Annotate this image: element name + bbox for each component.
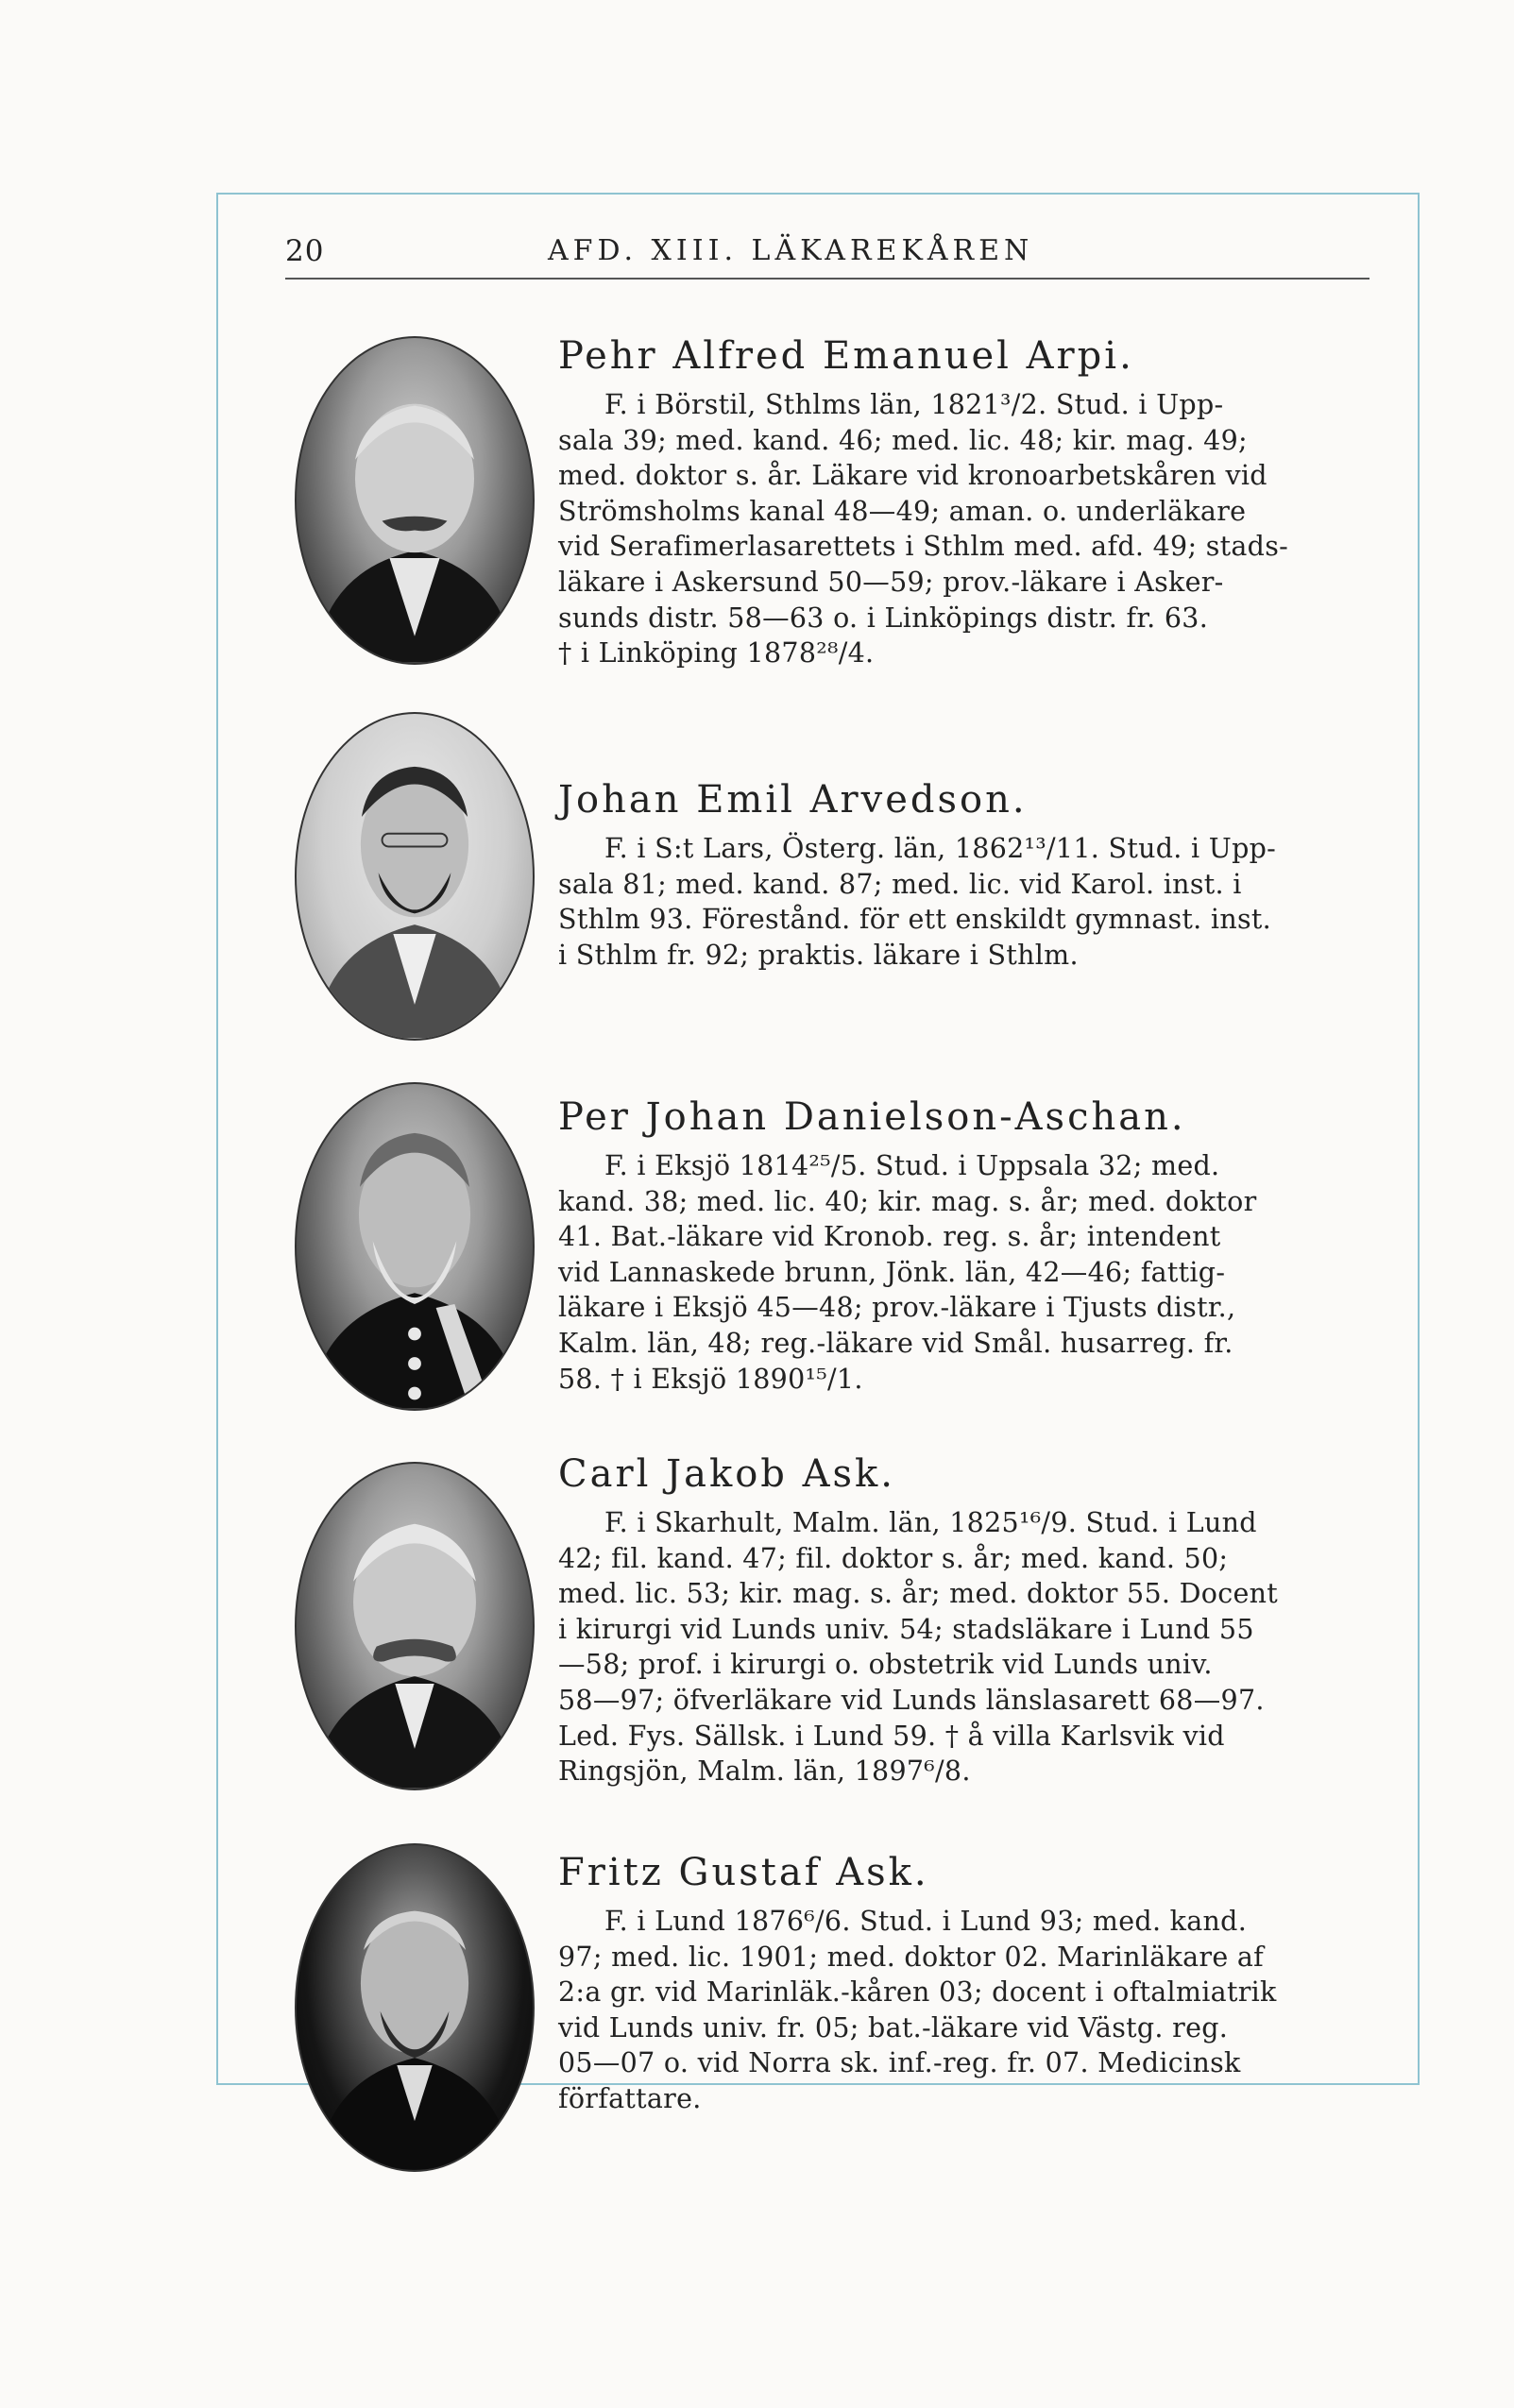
bio-line: sala 81; med. kand. 87; med. lic. vid Karol. inst. i: [558, 868, 1242, 900]
person-name: Fritz Gustaf Ask.: [558, 1851, 929, 1894]
bio-line: 41. Bat.-läkare vid Kronob. reg. s. år; intendent: [558, 1221, 1221, 1253]
page-number: 20: [285, 234, 325, 268]
bio-line: F. i Eksjö 1814²⁵/5. Stud. i Uppsala 32; med.: [604, 1150, 1220, 1181]
portrait-photo: [295, 712, 535, 1041]
bio-line: kand. 38; med. lic. 40; kir. mag. s. år; med. doktor: [558, 1185, 1257, 1217]
bio-line: F. i S:t Lars, Österg. län, 1862¹³/11. Stud. i Upp-: [604, 833, 1277, 864]
portrait-figure: [297, 714, 533, 1039]
bio-line: —58; prof. i kirurgi o. obstetrik vid Lunds univ.: [558, 1649, 1213, 1681]
bio-line: läkare i Askersund 50—59; prov.-läkare i Asker-: [558, 566, 1224, 598]
portrait-figure: [297, 1464, 533, 1789]
bio-line: Sthlm 93. Förestånd. för ett enskildt gymnast. inst.: [558, 904, 1272, 936]
bio-line: Ringsjön, Malm. län, 1897⁶/8.: [558, 1755, 971, 1788]
bio-line: sunds distr. 58—63 o. i Linköpings distr. fr. 63.: [558, 602, 1209, 634]
person-name: Carl Jakob Ask.: [558, 1452, 895, 1496]
bio-line: läkare i Eksjö 45—48; prov.-läkare i Tjusts distr.,: [558, 1292, 1236, 1324]
entry-text: [558, 1095, 1375, 1397]
bio-line: Kalm. län, 48; reg.-läkare vid Smål. husarreg. fr.: [558, 1327, 1233, 1359]
portrait-figure: [297, 1084, 533, 1409]
portrait-figure: [297, 338, 533, 663]
bio-line: i Sthlm fr. 92; praktis. läkare i Sthlm.: [558, 939, 1079, 971]
entry-text: [558, 1851, 1375, 2117]
bio-line: 2:a gr. vid Marinläk.-kåren 03; docent i oftalmiatrik: [558, 1976, 1277, 2009]
person-name: Johan Emil Arvedson.: [558, 778, 1028, 822]
bio-line: 42; fil. kand. 47; fil. doktor s. år; med. kand. 50;: [558, 1542, 1229, 1574]
portrait-figure: [297, 1845, 533, 2170]
running-head: AFD. XIII. LÄKAREKÅREN: [548, 234, 1034, 267]
bio-line: 58. † i Eksjö 1890¹⁵/1.: [558, 1363, 863, 1395]
bio-line: 58—97; öfverläkare vid Lunds länslasarett 68—97.: [558, 1684, 1265, 1716]
person-name: Per Johan Danielson-Aschan.: [558, 1095, 1186, 1139]
bio-line: F. i Börstil, Sthlms län, 1821³/2. Stud. i Upp-: [604, 389, 1224, 420]
bio-line: † i Linköping 1878²⁸/4.: [558, 637, 875, 670]
bio-line: 05—07 o. vid Norra sk. inf.-reg. fr. 07. Medicinsk: [558, 2047, 1241, 2079]
page-header: [285, 234, 1369, 280]
bio-line: sala 39; med. kand. 46; med. lic. 48; kir. mag. 49;: [558, 424, 1248, 456]
portrait-photo: [295, 1462, 535, 1790]
bio-line: F. i Lund 1876⁶/6. Stud. i Lund 93; med. kand.: [604, 1906, 1248, 1937]
bio-line: med. doktor s. år. Läkare vid kronoarbetskåren vid: [558, 460, 1267, 492]
entry-text: [558, 778, 1375, 973]
bio-line: vid Serafimerlasarettets i Sthlm med. afd. 49; stads-: [558, 531, 1289, 563]
portrait-photo: [295, 1843, 535, 2172]
bio-line: vid Lannaskede brunn, Jönk. län, 42—46; fattig-: [558, 1256, 1226, 1288]
bio-line: i kirurgi vid Lunds univ. 54; stadsläkare i Lund 55: [558, 1613, 1254, 1645]
portrait-photo: [295, 336, 535, 665]
entry-text: [558, 334, 1375, 671]
portrait-photo: [295, 1082, 535, 1411]
bio-line: med. lic. 53; kir. mag. s. år; med. doktor 55. Docent: [558, 1578, 1279, 1610]
bio-line: vid Lunds univ. fr. 05; bat.-läkare vid Västg. reg.: [558, 2011, 1229, 2043]
bio-line: Led. Fys. Sällsk. i Lund 59. † å villa Karlsvik vid: [558, 1720, 1225, 1752]
bio-line: författare.: [558, 2082, 702, 2114]
bio-line: 97; med. lic. 1901; med. doktor 02. Marinläkare af: [558, 1941, 1265, 1973]
person-name: Pehr Alfred Emanuel Arpi.: [558, 334, 1134, 378]
bio-line: Strömsholms kanal 48—49; aman. o. underläkare: [558, 495, 1247, 527]
entry-text: [558, 1452, 1375, 1789]
bio-line: F. i Skarhult, Malm. län, 1825¹⁶/9. Stud. i Lund: [604, 1507, 1257, 1538]
